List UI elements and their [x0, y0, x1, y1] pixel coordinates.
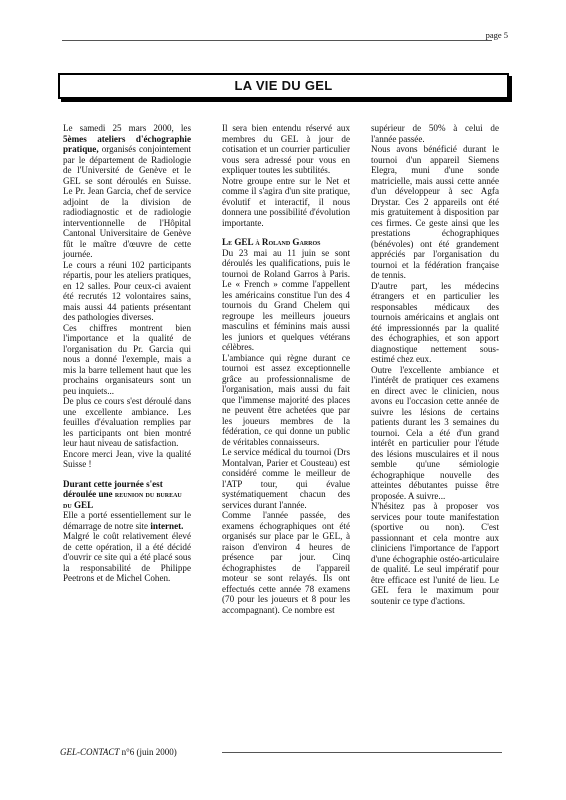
paragraph: L'ambiance qui règne durant ce tournoi est assez exceptionnelle grâce au professionnalisme de l'organisation, mais aussi du fait que l'immense majorité des places ne peuvent être achetées que par les joueurs membres de la fédération, ce qui donne un public de véritables connaisseurs.: [222, 352, 350, 447]
section-heading: Le GEL à Roland Garros: [222, 237, 321, 247]
paragraph: N'hésitez pas à proposer vos services pour toute manifestation (sportive ou non). C'est passionnant et cela montre aux cliniciens l'importance de l'apport d'une échographie ostéo-articulaire de qualité. Le seul impératif pour être efficace est l'unité de lieu. Le GEL fera le maximum pour soutenir ce type d'actions.: [371, 501, 499, 606]
paragraph: Du 23 mai au 11 juin se sont déroulés les qualifications, puis le tournoi de Roland Garros à Paris. Le « French » comme l'appellent les américains constitue l'un des 4 tournois du Grand Chelem qui regroupe les meilleurs joueurs masculins et féminins mais aussi les juniors et quelques vétérans célèbres.: [222, 247, 350, 352]
section-heading: Durant cette journée s'est déroulée une reunion du bureau du GEL: [63, 478, 182, 510]
paragraph: Encore merci Jean, vive la qualité Suisse !: [63, 448, 191, 469]
paragraph: Le samedi 25 mars 2000, les 5èmes ateliers d'échographie pratique, organisés conjointement par le département de Radiologie de l'Université de Genève et le GEL se sont déroulés en Suisse. Le Pr. Jean Garcia, chef de service adjoint de la division de radiodiagnostic et de radiologie interventionnelle de l'Hôpital Cantonal Universitaire de Genève fût le maître d'œuvre de cette journée.: [63, 123, 191, 259]
paragraph: Ces chiffres montrent bien l'importance et la qualité de l'organisation du Pr. Garcia qui nous a donné l'exemple, mais a mis la barre tellement haut que les prochains organisateurs sont un peu inquiets...: [63, 322, 191, 396]
issue-date: (juin 2000): [136, 747, 177, 757]
issue-number: n°6: [121, 747, 135, 757]
paragraph: Outre l'excellente ambiance et l'intérêt de pratiquer ces examens en direct avec le clinicien, nous avons eu l'occasion cette année de suivre les lésions de certains patients durant les 3 semaines du tournoi. Cela a été d'un grand intérêt en particulier pour l'étude des lésions musculaires et il nous semble qu'une sémiologie échographique nouvelle des atteintes débutantes puisse être proposée. A suivre...: [371, 364, 499, 501]
header-rule: [62, 40, 492, 41]
paragraph: Le cours a réuni 102 participants répartis, pour les ateliers pratiques, en 12 salles. Pour ceux-ci avaient été recrutés 12 volontaires sains, mais aussi 44 patients présentant des pathologies diverses.: [63, 259, 191, 322]
paragraph: D'autre part, les médecins étrangers et en particulier les responsables médicaux des tournois américains et anglais ont été impressionnés par la qualité des échographies, et son apport diagnostique nettement sous-estimé chez eux.: [371, 280, 499, 364]
paragraph: Nous avons bénéficié durant le tournoi d'un appareil Siemens Elegra, muni d'une sonde matricielle, mais aussi cette année d'un développeur à sec Agfa Drystar. Ces 2 appareils ont été mis gratuitement à disposition par ces firmes. Ce geste ainsi que les prestations échographiques (bénévoles) ont été grandement appréciés par l'organisation du tournoi et la fédération française de tennis.: [371, 144, 499, 280]
footer-rule: [222, 752, 502, 753]
column-2: [222, 123, 350, 615]
page-number: page 5: [485, 30, 508, 40]
paragraph: Malgré le coût relativement élevé de cette opération, il a été décidé d'ouvrir ce site qui a été placé sous la responsabilité de Philippe Peetrons et de Michel Cohen.: [63, 531, 191, 583]
footer: [60, 747, 177, 757]
paragraph: De plus ce cours s'est déroulé dans une excellente ambiance. Les feuilles d'évaluation remplies par les participants ont bien montré leur haut niveau de satisfaction.: [63, 396, 191, 448]
paragraph: Elle a porté essentiellement sur le démarrage de notre site internet.: [63, 510, 191, 531]
section-title: LA VIE DU GEL: [58, 73, 509, 99]
paragraph: Le service médical du tournoi (Drs Montalvan, Parier et Cousteau) est considéré comme le meilleur de l'ATP tour, qui évalue systématiquement chacun des services durant l'année.: [222, 447, 350, 510]
paragraph: Notre groupe entre sur le Net et comme il s'agira d'un site pratique, évolutif et interactif, il nous donnera une possibilité d'évolution importante.: [222, 175, 350, 228]
column-3: [371, 123, 499, 606]
journal-name: GEL-CONTACT: [60, 747, 120, 757]
paragraph: Il sera bien entendu réservé aux membres du GEL à jour de cotisation et un courrier particulier vous sera adressé pour vous en expliquer toutes les subtilités.: [222, 123, 350, 175]
paragraph: supérieur de 50% à celui de l'année passée.: [371, 123, 499, 144]
column-1: [63, 123, 191, 584]
paragraph: Comme l'année passée, des examens échographiques ont été organisés sur place par le GEL, à raison d'environ 4 heures de présence par jour. Cinq échographistes de l'appareil moteur se sont relayés. Ils ont effectués cette année 78 examens (70 pour les joueurs et 8 pour les accompagnant). Ce nombre est: [222, 510, 350, 615]
